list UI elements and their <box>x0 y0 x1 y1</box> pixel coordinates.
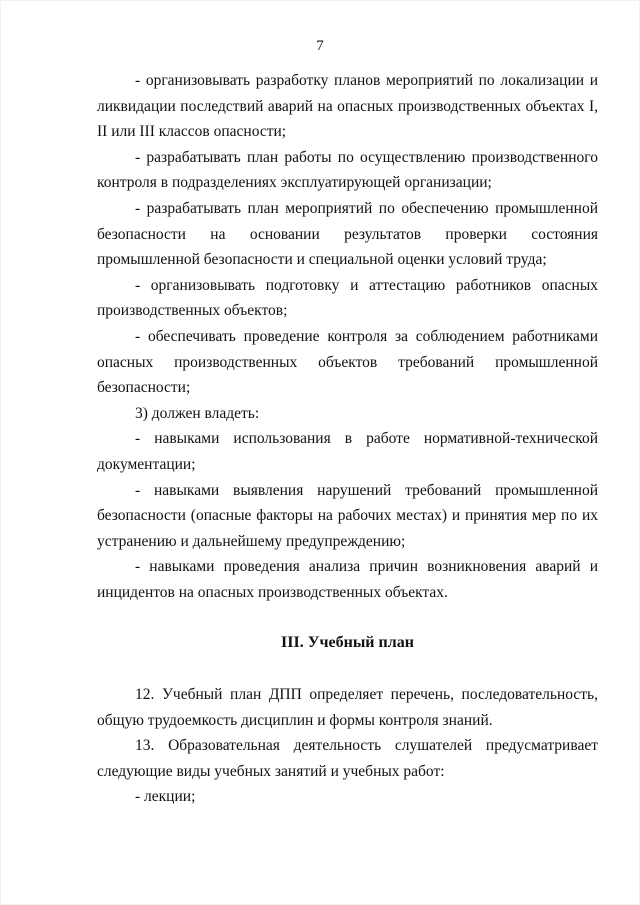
paragraph: - навыками проведения анализа причин возникновения аварий и инцидентов на опасных производственных объектах. <box>97 558 598 601</box>
paragraph: - организовывать подготовку и аттестацию работников опасных производственных объектов; <box>97 276 598 320</box>
paragraph: 12. Учебный план ДПП определяет перечень, последовательность, общую трудоемкость дисциплин и формы контроля знаний. <box>97 686 598 729</box>
paragraph: - лекции; <box>135 788 196 806</box>
paragraph: - навыками использования в работе нормативной-технической документации; <box>97 430 598 473</box>
paragraph: - обеспечивать проведение контроля за соблюдением работниками опасных производственных объектов требований промышленной безопасности; <box>97 327 598 397</box>
document-body <box>97 68 598 810</box>
spacer <box>97 605 598 630</box>
paragraph: - разрабатывать план мероприятий по обеспечению промышленной безопасности на основании результатов проверки состояния промышленной безопасности и специальной оценки условий труда; <box>97 199 598 269</box>
paragraph: - разрабатывать план работы по осуществлению производственного контроля в подразделениях эксплуатирующей организации; <box>97 148 598 192</box>
paragraph: 13. Образовательная деятельность слушателей предусматривает следующие виды учебных занятий и учебных работ: <box>97 737 598 780</box>
paragraph: - навыками выявления нарушений требований промышленной безопасности (опасные факторы на рабочих местах) и принятия мер по их устранению и дальнейшему предупреждению; <box>97 481 598 550</box>
spacer <box>97 656 598 682</box>
paragraph: 3) должен владеть: <box>135 404 260 422</box>
section-heading: III. Учебный план <box>281 634 414 652</box>
paragraph: - организовывать разработку планов мероприятий по локализации и ликвидации последствий аварий на опасных производственных объектах I, II или III классов опасности; <box>97 72 598 141</box>
page-number: 7 <box>316 38 324 54</box>
